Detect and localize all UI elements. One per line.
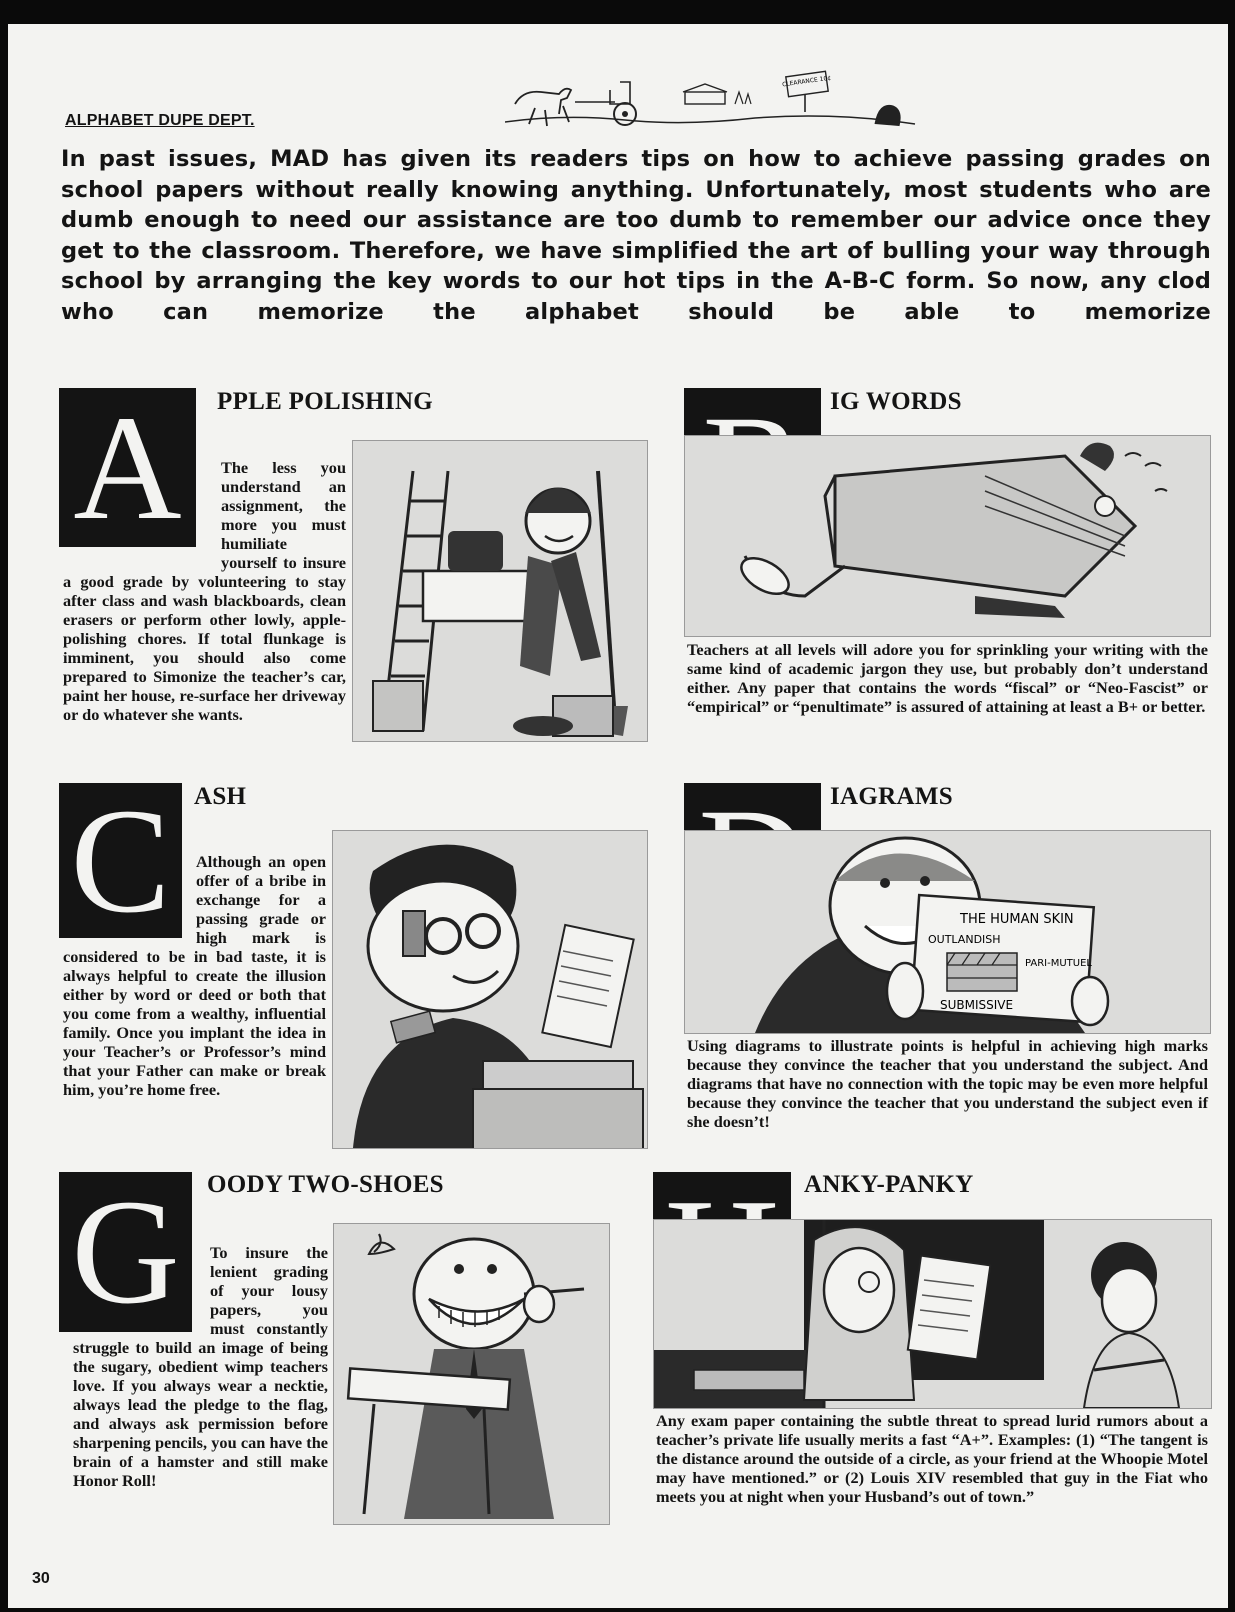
entry-heading-b: IG WORDS	[830, 388, 962, 415]
entry-text-a: The less you understand an assignment, the more you must humiliate yourself to insure a good grade by volunteering to stay after class and wash blackboards, clean erasers or perform other lowly, apple-polishing chores. If total flunkage is imminent, you should also come prepared to Simonize the teacher’s car, paint her house, re-surface her driveway or do whatever she wants.	[63, 458, 346, 724]
entry-heading-c: ASH	[194, 783, 247, 810]
illustration-teacher-and-student	[653, 1219, 1212, 1409]
illustration-rich-student-with-cash	[332, 830, 648, 1149]
entry-text-d: Using diagrams to illustrate points is helpful in achieving high marks because they convince the teacher that you understand the subject. And diagrams that have no connection with the topic may be even more helpful because they convince the teacher that you understand the subject even if she doesn’t!	[687, 1036, 1208, 1131]
department-heading: ALPHABET DUPE DEPT.	[65, 112, 255, 129]
illustration-giant-book	[684, 435, 1211, 637]
page-number: 30	[32, 1570, 50, 1587]
entry-heading-h: ANKY-PANKY	[804, 1171, 974, 1198]
entry-text-g: To insure the lenient grading of your lousy papers, you must constantly struggle to build an image of being the sugary, obedient wimp teachers love. If you always wear a necktie, always lead the pledge to the flag, and always ask permission before sharpening pencils, you can have the brain of a hamster and still make Honor Roll!	[73, 1243, 328, 1490]
header-cartoon-horse-cart	[505, 52, 925, 142]
entry-text-h: Any exam paper containing the subtle threat to spread lurid rumors about a teacher’s private life usually merits a fast “A+”. Examples: (1) “The tangent is the distance around the outside of a circle, as your friend at the Whoopie Motel may have mentioned.” or (2) Louis XIV resembled that guy in the Fiat who meets you at night when your Husband’s out of town.”	[656, 1411, 1208, 1506]
entry-heading-a: PPLE POLISHING	[217, 388, 434, 415]
illustration-student-with-diagram	[684, 830, 1211, 1034]
entry-heading-d: IAGRAMS	[830, 783, 953, 810]
drop-cap-a: A	[59, 388, 196, 547]
diagram-label-pari-mutuel: PARI-MUTUEL	[1025, 958, 1093, 969]
diagram-label-submissive: SUBMISSIVE	[940, 998, 1014, 1012]
magazine-page	[8, 24, 1228, 1608]
diagram-label-outlandish: OUTLANDISH	[928, 933, 1001, 946]
header-sign-text: CLEARANCE 10¢	[781, 74, 832, 89]
entry-heading-g: OODY TWO-SHOES	[207, 1171, 444, 1198]
drop-cap-g: G	[59, 1172, 192, 1332]
diagram-title: THE HUMAN SKIN	[960, 912, 1074, 927]
illustration-student-with-ladder	[352, 440, 648, 742]
drop-cap-c: C	[59, 783, 182, 938]
illustration-smiling-student-at-desk	[333, 1223, 610, 1525]
entry-text-b: Teachers at all levels will adore you for sprinkling your writing with the same kind of academic jargon they use, but probably don’t understand either. Any paper that contains the words “fiscal” or “Neo-Fascist” or “empirical” or “penultimate” is assured of attaining at least a B+ or better.	[687, 640, 1208, 716]
entry-text-c: Although an open offer of a bribe in exchange for a passing grade or high mark is considered to be in bad taste, it is always helpful to create the illusion either by word or deed or both that you come from a wealthy, influential family. Once you implant the idea in your Teacher’s or Professor’s mind that your Father can make or break him, you’re home free.	[63, 852, 326, 1099]
intro-paragraph: In past issues, MAD has given its readers tips on how to achieve passing grades on school papers without really knowing anything. Unfortunately, most students who are dumb enough to need our assistance are too dumb to remember our advice once they get to the classroom. Therefore, we have simplified the art of bulling your way through school by arranging the key words to our hot tips in the A-B-C form. So now, any clod who can memorize the alphabet should be able to memorize	[61, 146, 1211, 325]
